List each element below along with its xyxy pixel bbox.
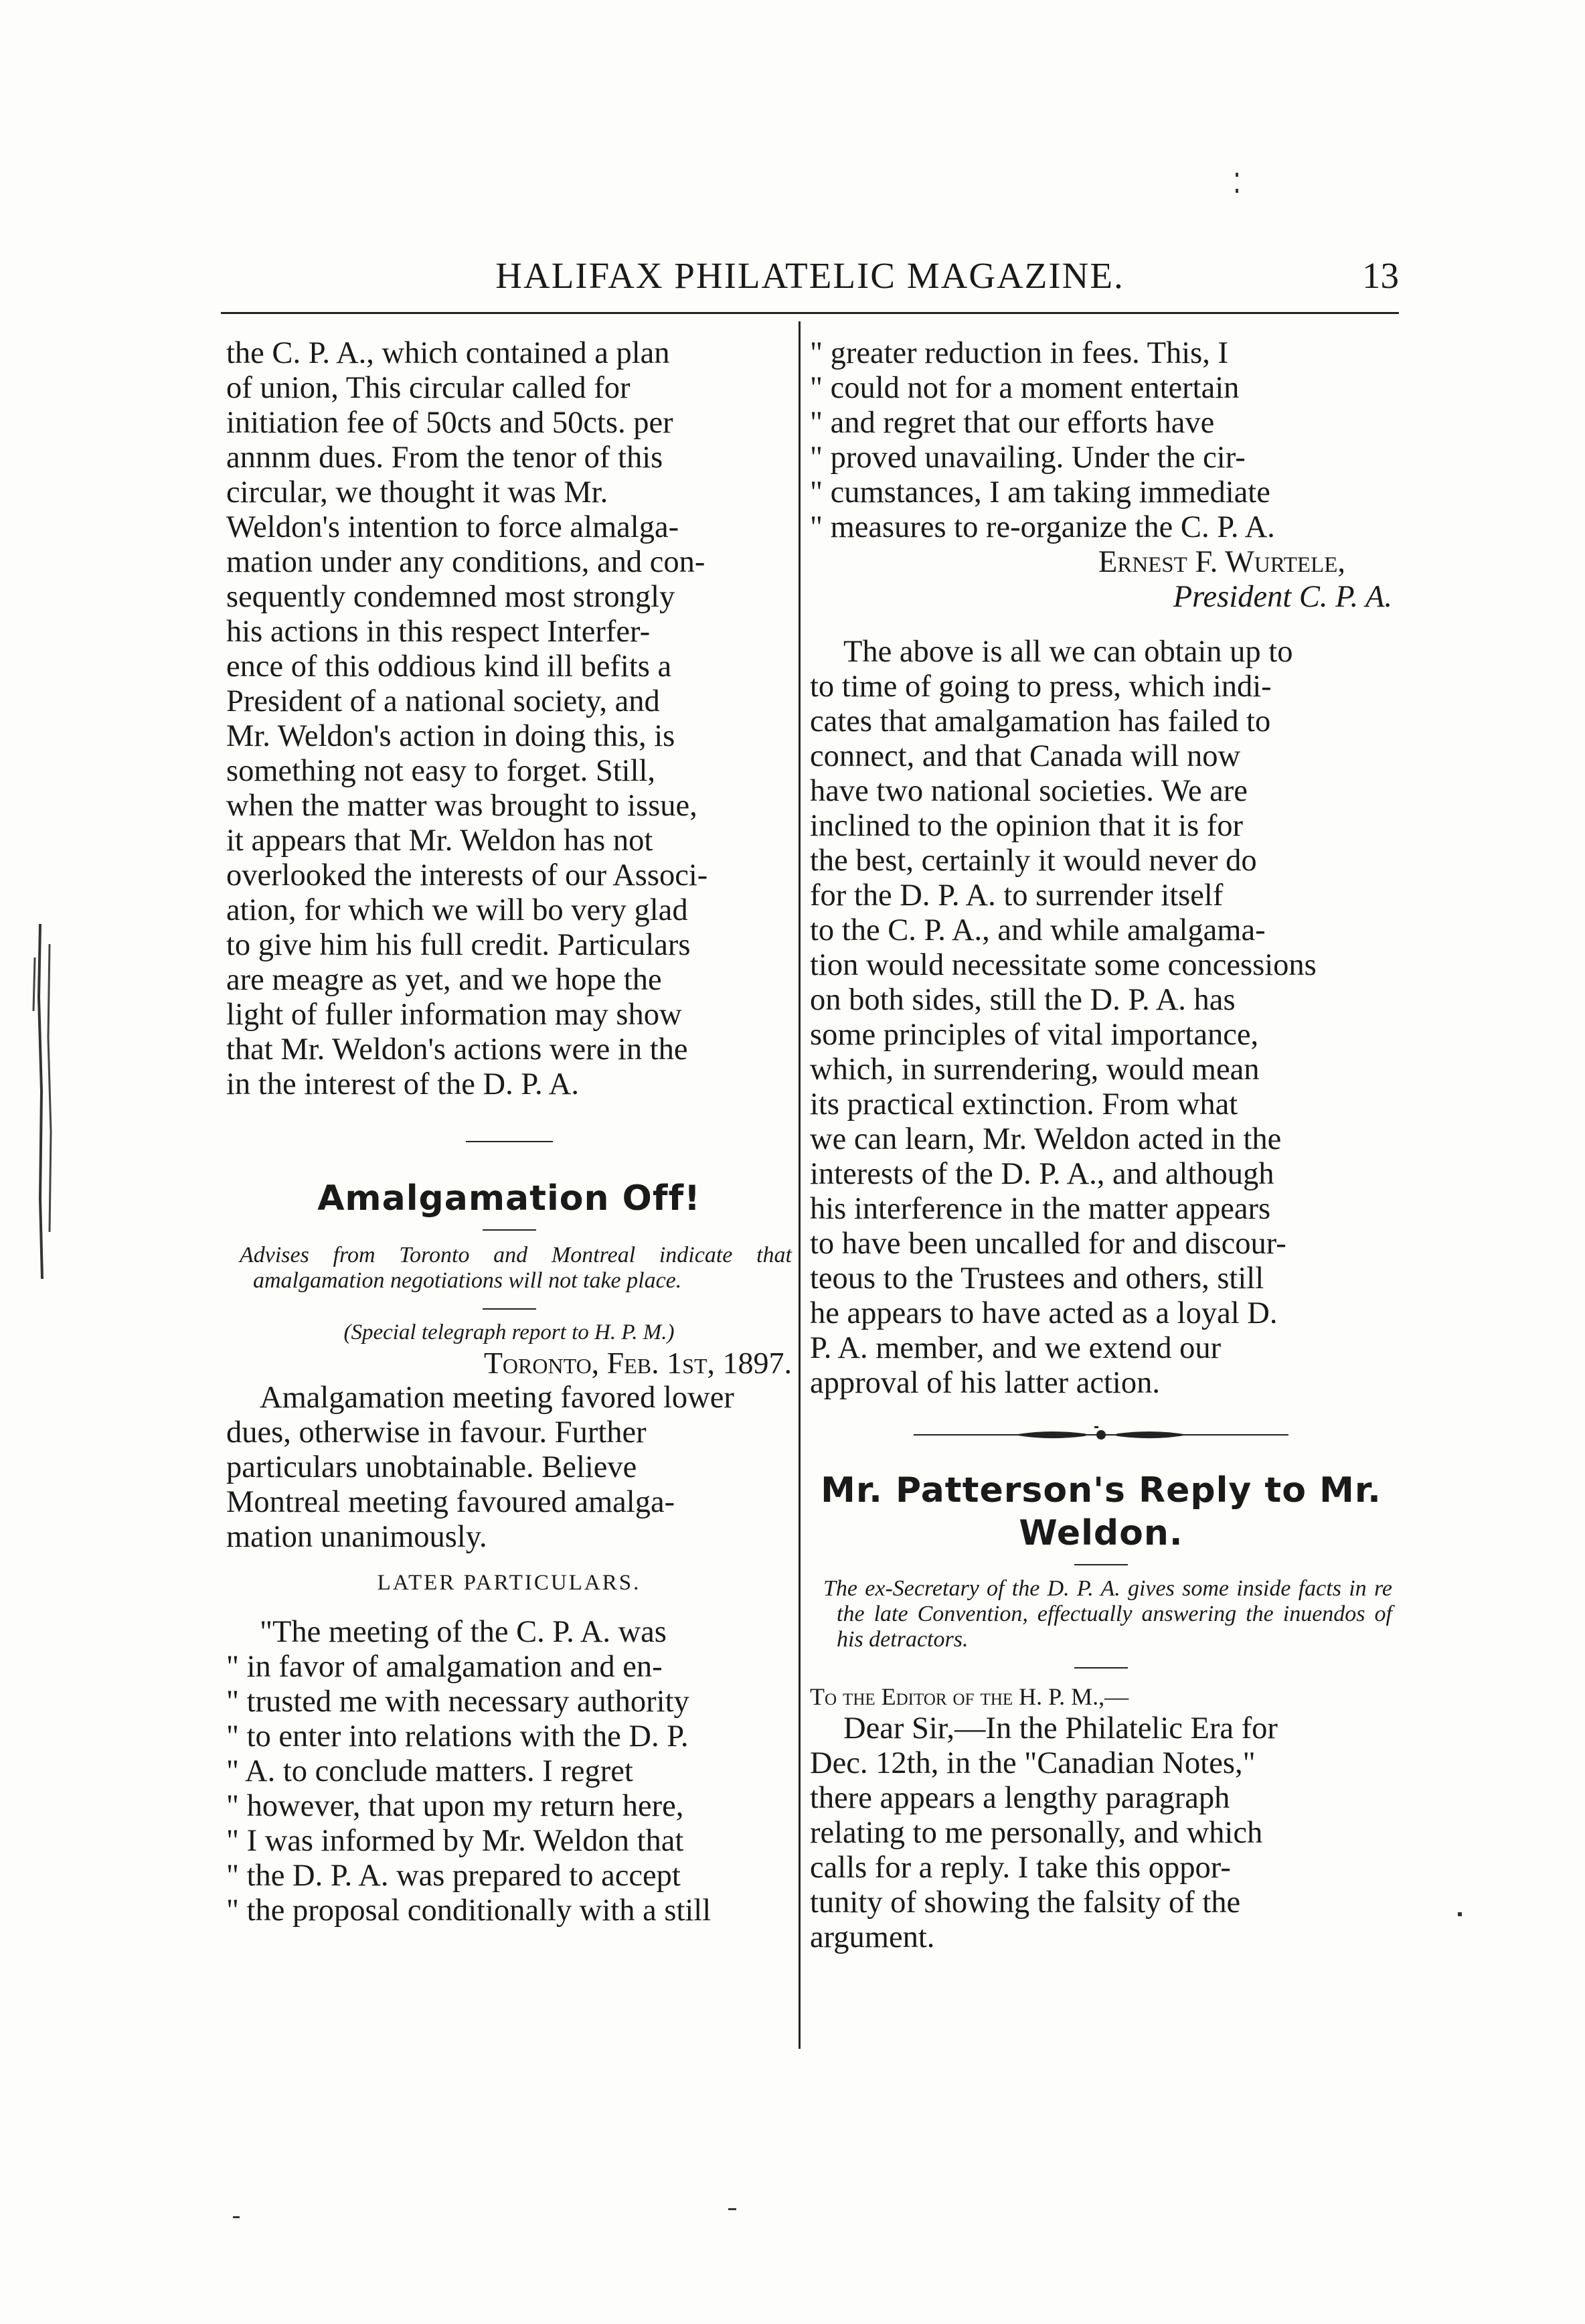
text-line: teous to the Trustees and others, still (810, 1261, 1264, 1296)
text-line: to the C. P. A., and while amalgama- (810, 913, 1266, 947)
text-line: some principles of vital importance, (810, 1018, 1259, 1052)
telegram-text (226, 1381, 792, 1555)
text-line: Amalgamation meeting favored lower (260, 1381, 734, 1415)
text-line: its practical extinction. From what (810, 1087, 1238, 1121)
text-line: Dec. 12th, in the "Canadian Notes," (810, 1746, 1256, 1780)
text-line: interests of the D. P. A., and although (810, 1157, 1274, 1191)
text-line: of union, This circular called for (226, 371, 631, 405)
text-line: cates that amalgamation has failed to (810, 704, 1271, 739)
text-line: The above is all we can obtain up to (843, 635, 1293, 669)
later-particulars-heading: LATER PARTICULARS. (377, 1571, 641, 1595)
text-line: annnm dues. From the tenor of this (226, 441, 663, 475)
text-line: on both sides, still the D. P. A. has (810, 983, 1236, 1017)
text-line: P. A. member, and we extend our (810, 1331, 1222, 1365)
text-line: we can learn, Mr. Weldon acted in the (810, 1122, 1282, 1156)
text-line: when the matter was brought to issue, (226, 789, 697, 823)
text-line: there appears a lengthy paragraph (810, 1781, 1230, 1815)
text-line: approval of his latter action. (810, 1366, 1160, 1400)
text-line: Montreal meeting favoured amalga- (226, 1485, 675, 1519)
text-line: in the interest of the D. P. A. (226, 1067, 579, 1101)
text-line: " however, that upon my return here, (226, 1789, 684, 1823)
text-line: for the D. P. A. to surrender itself (810, 878, 1224, 913)
running-title: HALIFAX PHILATELIC MAGAZINE. (495, 255, 1124, 296)
text-line: to time of going to press, which indi- (810, 670, 1272, 704)
signature-name: Ernest F. Wurtele, (1098, 545, 1345, 579)
text-line: that Mr. Weldon's actions were in the (226, 1032, 688, 1067)
dateline: Toronto, Feb. 1st, 1897. (483, 1346, 792, 1380)
speck (233, 2216, 240, 2218)
text-line: " measures to re-organize the C. P. A. (810, 510, 1275, 544)
text-line: " and regret that our efforts have (810, 406, 1215, 440)
speck (728, 2208, 736, 2210)
text-line: Dear Sir,—In the Philatelic Era for (843, 1711, 1278, 1746)
text-line: argument. (810, 1920, 935, 1954)
text-line: it appears that Mr. Weldon has not (226, 824, 653, 858)
text-line: circular, we thought it was Mr. (226, 475, 608, 510)
page-number: 13 (1362, 255, 1399, 296)
text-line: " A. to conclude matters. I regret (226, 1754, 633, 1788)
text-line: "The meeting of the C. P. A. was (260, 1615, 667, 1649)
text-line: light of fuller information may show (226, 998, 682, 1032)
text-line: relating to me personally, and which (810, 1816, 1263, 1850)
running-head (221, 254, 1399, 305)
text-line: overlooked the interests of our Associ- (226, 858, 708, 893)
text-line: " to enter into relations with the D. P. (226, 1719, 689, 1754)
section-heading-patterson: Mr. Patterson's Reply to Mr. Weldon. (821, 1470, 1382, 1553)
text-line: his actions in this respect Interfer- (226, 615, 651, 649)
quoted-statement-continued (810, 336, 1392, 545)
text-line: Weldon's intention to force almalga- (226, 510, 679, 544)
text-line: " greater reduction in fees. This, I (810, 336, 1228, 370)
header-rule (221, 312, 1399, 314)
text-line: mation unanimously. (226, 1520, 487, 1554)
text-line: Mr. Weldon's action in doing this, is (226, 719, 675, 753)
speck (1236, 189, 1238, 193)
section-deck: The ex-Secretary of the D. P. A. gives some inside facts in re the late Convention, effectually answering the inuendos of his detractors. (823, 1576, 1392, 1652)
speck (1458, 1912, 1462, 1916)
text-line: dues, otherwise in favour. Further (226, 1415, 647, 1450)
text-line: tunity of showing the falsity of the (810, 1885, 1241, 1920)
text-line: have two national societies. We are (810, 774, 1248, 808)
text-line: particulars unobtainable. Believe (226, 1450, 637, 1484)
text-line: are meagre as yet, and we hope the (226, 963, 662, 997)
text-line: his interference in the matter appears (810, 1192, 1271, 1226)
editor-salutation: To the Editor of the H. P. M.,— (810, 1683, 1129, 1710)
text-line: ation, for which we will bo very glad (226, 893, 688, 927)
right-column (810, 336, 1392, 1955)
ornamental-rule (810, 1425, 1392, 1445)
text-line: " I was informed by Mr. Weldon that (226, 1824, 684, 1858)
left-paragraph (226, 336, 792, 1102)
section-heading-amalgamation: Amalgamation Off! (317, 1178, 701, 1219)
text-line: ence of this oddious kind ill befits a (226, 649, 672, 684)
text-line: " could not for a moment entertain (810, 371, 1240, 405)
letter-text (810, 1711, 1392, 1955)
text-line: " in favor of amalgamation and en- (226, 1650, 663, 1684)
signature-title: President C. P. A. (1173, 580, 1392, 614)
text-line: President of a national society, and (226, 684, 660, 718)
text-line: mation under any conditions, and con- (226, 545, 705, 579)
quoted-statement (226, 1615, 792, 1928)
text-line: " the D. P. A. was prepared to accept (226, 1859, 681, 1893)
text-line: connect, and that Canada will now (810, 739, 1241, 773)
speck (1236, 173, 1238, 177)
text-line: " the proposal conditionally with a still (226, 1893, 712, 1928)
text-line: " trusted me with necessary authority (226, 1685, 689, 1719)
text-line: inclined to the opinion that it is for (810, 809, 1244, 843)
ornament-rule-icon (914, 1425, 1288, 1445)
right-paragraph (810, 635, 1392, 1401)
text-line: something not easy to forget. Still, (226, 754, 656, 788)
text-line: " proved unavailing. Under the cir- (810, 441, 1246, 475)
text-line: to give him his full credit. Particulars (226, 928, 691, 962)
text-line: initiation fee of 50cts and 50cts. per (226, 406, 673, 440)
section-deck: Advises from Toronto and Montreal indicate that amalgamation negotiations will not take place. (240, 1243, 792, 1293)
text-line: he appears to have acted as a loyal D. (810, 1296, 1278, 1330)
text-line: sequently condemned most strongly (226, 580, 675, 614)
text-line: tion would necessitate some concessions (810, 948, 1317, 982)
text-line: " cumstances, I am taking immediate (810, 475, 1270, 510)
text-line: calls for a reply. I take this oppor- (810, 1851, 1231, 1885)
text-line: to have been uncalled for and discour- (810, 1227, 1286, 1261)
text-line: which, in surrendering, would mean (810, 1053, 1260, 1087)
column-divider (799, 321, 801, 2049)
margin-pencil-mark-icon (27, 917, 67, 1292)
left-column (226, 336, 792, 1928)
report-source: (Special telegraph report to H. P. M.) (343, 1320, 675, 1344)
text-line: the best, certainly it would never do (810, 844, 1257, 878)
text-line: the C. P. A., which contained a plan (226, 336, 670, 370)
